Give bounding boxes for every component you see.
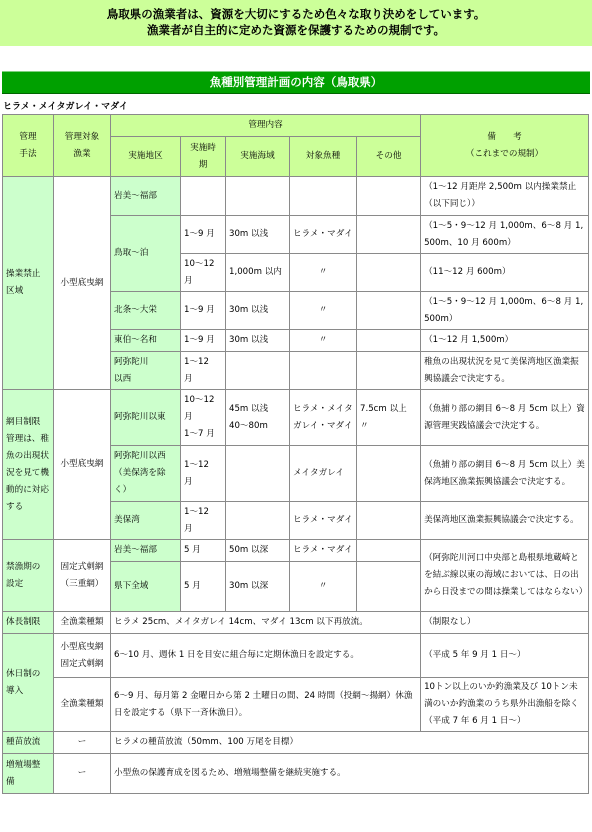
note-cell: （1～12 月 1,500m） (421, 330, 589, 352)
method-closed-cell: 禁漁期の 設定 (3, 540, 54, 612)
sea-cell: 30m 以浅 (226, 330, 290, 352)
period-cell: 1～12 月 (181, 446, 226, 502)
note-cell: 稚魚の出現状況を見て美保湾地区漁業振興協議会で決定する。 (421, 352, 589, 390)
table-row (3, 678, 589, 732)
fish-cell: ヒラメ・マダイ (290, 216, 357, 254)
table-row (3, 177, 589, 216)
note-cell: （魚捕り部の網目 6～8 月 5cm 以上）資源管理実践協議会で決定する。 (421, 390, 589, 446)
table-row (3, 612, 589, 634)
empty-cell (357, 292, 421, 330)
empty-cell (290, 352, 357, 390)
sea-cell: 30m 以浅 (226, 292, 290, 330)
note-cell: （1～5・9～12 月 1,000m、6～8 月 1,500m、10 月 600m） (421, 216, 589, 254)
target-dash-cell: ー (54, 754, 111, 794)
target-small2-cell: 小型底曳網 (54, 390, 111, 540)
empty-cell (226, 177, 290, 216)
method-breed-cell: 増殖場整 備 (3, 754, 54, 794)
area-cell: 東伯～名和 (111, 330, 181, 352)
target-rest1-cell: 小型底曳網 固定式刺網 (54, 634, 111, 678)
area-cell: 美保湾 (111, 502, 181, 540)
period-cell: 10～12 月 1～7 月 (181, 390, 226, 446)
target-dash-cell: ー (54, 732, 111, 754)
empty-cell (290, 177, 357, 216)
area-cell: 阿弥陀川 以西 (111, 352, 181, 390)
empty-cell (357, 254, 421, 292)
header-row-1 (3, 115, 589, 137)
species-label: ヒラメ・メイタガレイ・マダイ (3, 102, 128, 112)
empty-cell (357, 562, 421, 612)
area-cell: 北条～大栄 (111, 292, 181, 330)
fish-cell: ヒラメ・メイタガレイ・マダイ (290, 390, 357, 446)
period-cell: 5 月 (181, 540, 226, 562)
area-cell: 県下全域 (111, 562, 181, 612)
intro-line-2: 漁業者が自主的に定めた資源を保護するための規制です。 (146, 23, 446, 37)
period-cell: 1～9 月 (181, 292, 226, 330)
period-cell: 1～12 月 (181, 502, 226, 540)
note-cell: （制限なし） (421, 612, 589, 634)
period-cell: 5 月 (181, 562, 226, 612)
period-cell: 10～12 月 (181, 254, 226, 292)
fish-cell: メイタガレイ (290, 446, 357, 502)
section-title: 魚種別管理計画の内容（鳥取県） (2, 71, 590, 94)
method-mesh-cell: 網目制限 管理は、稚魚の出現状況を見て機動的に対応する (3, 390, 54, 540)
note-cell: （魚捕り部の網目 6～8 月 5cm 以上）美保湾地区漁業振興協議会で決定する。 (421, 446, 589, 502)
sea-cell: 45m 以浅 40～80m (226, 390, 290, 446)
breed-content-cell: 小型魚の保護育成を図るため、増殖場整備を継続実施する。 (111, 754, 589, 794)
area-cell: 阿弥陀川以東 (111, 390, 181, 446)
rest1-content-cell: 6～10 月、週休 1 日を目安に組合毎に定期休漁日を設定する。 (111, 634, 421, 678)
sea-cell: 50m 以深 (226, 540, 290, 562)
method-size-cell: 体長制限 (3, 612, 54, 634)
area-cell: 鳥取～泊 (111, 216, 181, 292)
sea-cell: 1,000m 以内 (226, 254, 290, 292)
header-target: 管理対象 漁業 (54, 115, 111, 177)
management-plan-table (2, 114, 589, 794)
empty-cell (226, 352, 290, 390)
method-prohibit-cell: 操業禁止 区域 (3, 177, 54, 390)
empty-cell (357, 330, 421, 352)
empty-cell (357, 352, 421, 390)
empty-cell (357, 502, 421, 540)
note-cell: （11～12 月 600m） (421, 254, 589, 292)
header-sea: 実施海域 (226, 137, 290, 177)
header-area: 実施地区 (111, 137, 181, 177)
target-fixed-cell: 固定式刺網 （三重網） (54, 540, 111, 612)
fish-cell: ヒラメ・マダイ (290, 540, 357, 562)
empty-cell (226, 502, 290, 540)
target-all-cell: 全漁業種類 (54, 612, 111, 634)
empty-cell (357, 216, 421, 254)
fish-cell: 〃 (290, 254, 357, 292)
empty-cell (357, 446, 421, 502)
period-cell: 1～12 月 (181, 352, 226, 390)
note-cell: （1～5・9～12 月 1,000m、6～8 月 1,500m） (421, 292, 589, 330)
note-cell: （1～12 月距岸 2,500m 以内操業禁止（以下同じ）） (421, 177, 589, 216)
area-cell: 岩美～福部 (111, 540, 181, 562)
empty-cell (357, 177, 421, 216)
area-cell: 岩美～福部 (111, 177, 181, 216)
empty-cell (226, 446, 290, 502)
table-row (3, 754, 589, 794)
fish-cell: 〃 (290, 330, 357, 352)
period-cell: 1～9 月 (181, 216, 226, 254)
header-method: 管理 手法 (3, 115, 54, 177)
method-rest-cell: 休日制の 導入 (3, 634, 54, 732)
fish-cell: 〃 (290, 562, 357, 612)
header-other: その他 (357, 137, 421, 177)
intro-banner (0, 0, 592, 46)
table-row (3, 390, 589, 446)
other-cell: 7.5cm 以上 〃 (357, 390, 421, 446)
stock-content-cell: ヒラメの種苗放流（50mm、100 万尾を目標） (111, 732, 589, 754)
fish-cell: 〃 (290, 292, 357, 330)
empty-cell (181, 177, 226, 216)
note-cell: （平成 5 年 9 月 1 日～） (421, 634, 589, 678)
header-period: 実施時 期 (181, 137, 226, 177)
size-content-cell: ヒラメ 25cm、メイタガレイ 14cm、マダイ 13cm 以下再放流。 (111, 612, 421, 634)
method-stock-cell: 種苗放流 (3, 732, 54, 754)
fish-cell: ヒラメ・マダイ (290, 502, 357, 540)
note-cell: 10トン以上のいか釣漁業及び 10トン未満のいか釣漁業のうち県外出漁船を除く（平成 7 年 6 月 1 日～） (421, 678, 589, 732)
table-row (3, 540, 589, 562)
target-small-cell: 小型底曳網 (54, 177, 111, 390)
header-fish: 対象魚種 (290, 137, 357, 177)
empty-cell (357, 540, 421, 562)
header-content: 管理内容 (111, 115, 421, 137)
target-rest2-cell: 全漁業種類 (54, 678, 111, 732)
table-row (3, 634, 589, 678)
period-cell: 1～9 月 (181, 330, 226, 352)
table-row (3, 732, 589, 754)
header-note: 備 考 （これまでの規制） (421, 115, 589, 177)
note-cell: （阿弥陀川河口中央部と島根県地蔵崎とを結ぶ線以東の海域においては、日の出から日没までの間は操業してはならない） (421, 540, 589, 612)
sea-cell: 30m 以深 (226, 562, 290, 612)
area-cell: 阿弥陀川以西（美保湾を除く） (111, 446, 181, 502)
sea-cell: 30m 以浅 (226, 216, 290, 254)
rest2-content-cell: 6～9 月、毎月第 2 金曜日から第 2 土曜日の間、24 時間（投網～揚網）休漁日を設定する（県下一斉休漁日）。 (111, 678, 421, 732)
note-cell: 美保湾地区漁業振興協議会で決定する。 (421, 502, 589, 540)
intro-line-1: 鳥取県の漁業者は、資源を大切にするため色々な取り決めをしています。 (106, 7, 486, 21)
